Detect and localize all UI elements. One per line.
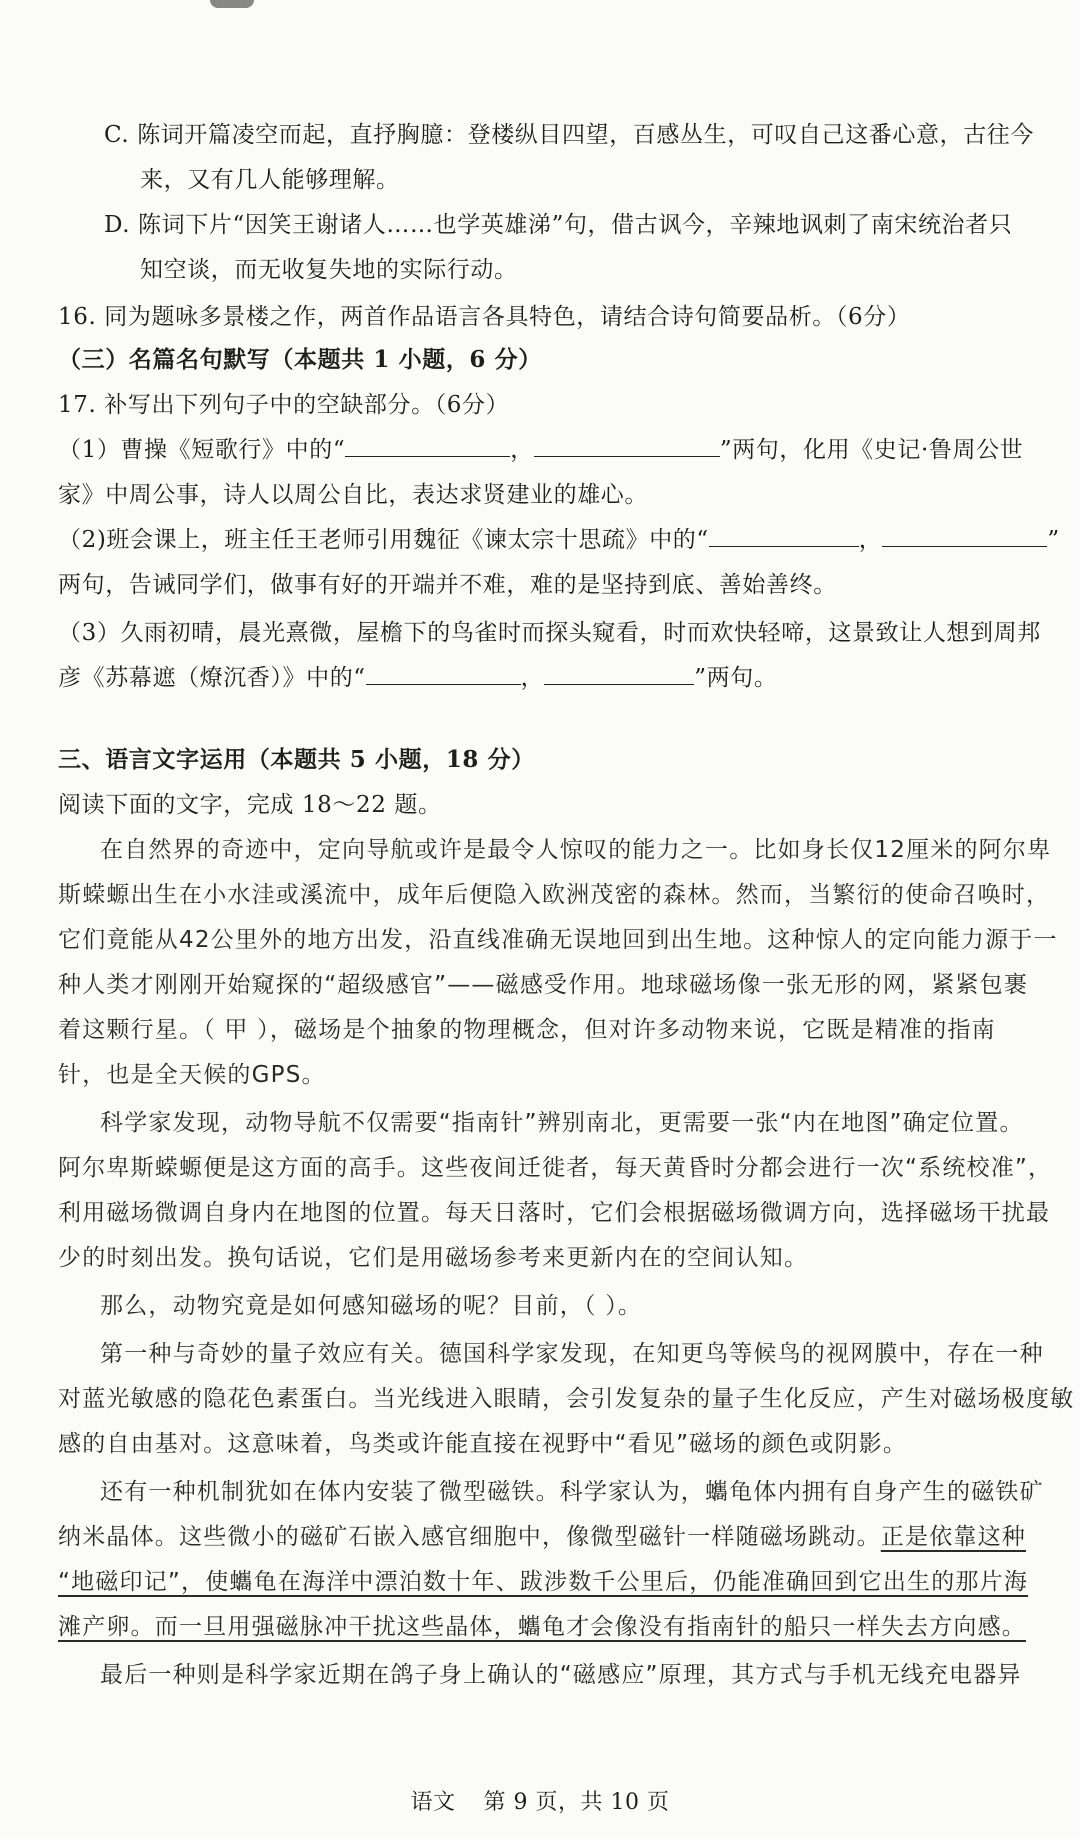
passage-line — [58, 1520, 1026, 1554]
section-3-heading: 三、语言文字运用（本题共 5 小题，18 分） — [58, 746, 535, 773]
option-d-cont: 知空谈，而无收复失地的实际行动。 — [140, 257, 518, 283]
q17-item-3-cont — [58, 661, 777, 695]
passage-line: 那么，动物究竟是如何感知磁场的呢？目前，（ ）。 — [100, 1293, 643, 1319]
reading-instruction: 阅读下面的文字，完成 18～22 题。 — [58, 792, 442, 818]
question-17: 17. 补写出下列句子中的空缺部分。（6分） — [58, 392, 510, 418]
passage-line: 斯蝾螈出生在小水洼或溪流中，成年后便隐入欧洲茂密的森林。然而，当繁衍的使命召唤时， — [58, 882, 1051, 908]
footer-subject: 语文 — [410, 1790, 456, 1815]
question-16: 16. 同为题咏多景楼之作，两首作品语言各具特色，请结合诗句简要品析。（6分） — [58, 304, 911, 330]
underlined-sentence: 滩产卵。而一旦用强磁脉冲干扰这些晶体，蠵龟才会像没有指南针的船只一样失去方向感。 — [58, 1614, 1026, 1640]
blank-2a[interactable] — [709, 524, 859, 547]
passage-line: 最后一种则是科学家近期在鸽子身上确认的“磁感应”原理，其方式与手机无线充电器异 — [100, 1662, 1022, 1688]
q17-item-1 — [58, 433, 1023, 467]
passage-line: 在自然界的奇迹中，定向导航或许是最令人惊叹的能力之一。比如身长仅12厘米的阿尔卑 — [100, 837, 1052, 863]
blank-1a[interactable] — [345, 434, 510, 457]
passage-line: 对蓝光敏感的隐花色素蛋白。当光线进入眼睛，会引发复杂的量子生化反应，产生对磁场极度敏 — [58, 1386, 1075, 1412]
passage-line: 还有一种机制犹如在体内安装了微型磁铁。科学家认为，蠵龟体内拥有自身产生的磁铁矿 — [100, 1479, 1044, 1505]
passage-line: 着这颗行星。（ 甲 ），磁场是个抽象的物理概念，但对许多动物来说，它既是精准的指南 — [58, 1017, 996, 1043]
passage-line: 感的自由基对。这意味着，鸟类或许能直接在视野中“看见”磁场的颜色或阴影。 — [58, 1431, 908, 1457]
q17-1-text-b: ”两句，化用《史记·鲁周公世 — [719, 437, 1024, 463]
q17-3-comma: ， — [520, 665, 545, 691]
underlined-sentence: 正是依靠这种 — [880, 1524, 1027, 1550]
passage-line: 阿尔卑斯蝾螈便是这方面的高手。这些夜间迁徙者，每天黄昏时分都会进行一次“系统校准”， — [58, 1155, 1053, 1181]
blank-3b[interactable] — [544, 662, 694, 685]
passage-line: 少的时刻出发。换句话说，它们是用磁场参考来更新内在的空间认知。 — [58, 1245, 809, 1271]
option-d: D. 陈词下片“因笑王谢诸人……也学英雄涕”句，借古讽今，辛辣地讽刺了南宋统治者只 — [104, 212, 1013, 238]
blank-3a[interactable] — [366, 662, 521, 685]
blank-2b[interactable] — [882, 524, 1047, 547]
q17-item-2-cont: 两句，告诫同学们，做事有好的开端并不难，难的是坚持到底、善始善终。 — [58, 572, 837, 598]
passage-line: 它们竟能从42公里外的地方出发，沿直线准确无误地回到出生地。这种惊人的定向能力源于一 — [58, 927, 1058, 953]
underlined-sentence: “地磁印记”，使蠵龟在海洋中漂泊数十年、跋涉数千公里后，仍能准确回到它出生的那片海 — [58, 1569, 1029, 1595]
passage-line: 针，也是全天候的GPS。 — [58, 1062, 326, 1088]
q17-3-text-c: ”两句。 — [694, 665, 778, 691]
passage-line: 科学家发现，动物导航不仅需要“指南针”辨别南北，更需要一张“内在地图”确定位置。 — [100, 1110, 1024, 1136]
q17-item-3: （3）久雨初晴，晨光熹微，屋檐下的鸟雀时而探头窥看，时而欢快轻啼，这景致让人想到周邦 — [58, 620, 1041, 646]
option-c: C. 陈词开篇凌空而起，直抒胸臆：登楼纵目四望，百感丛生，可叹自己这番心意，古往今 — [104, 122, 1035, 148]
q17-2-comma: ， — [858, 527, 883, 553]
option-c-cont: 来，又有几人能够理解。 — [140, 167, 400, 193]
ink-smudge — [210, 0, 254, 8]
page-footer — [0, 1785, 1080, 1816]
q17-2-text-b: ” — [1047, 527, 1060, 553]
passage-line: 种人类才刚刚开始窥探的“超级感官”——磁感受作用。地球磁场像一张无形的网，紧紧包裹 — [58, 972, 1029, 998]
q17-item-2 — [58, 523, 1060, 557]
passage-segment: 纳米晶体。这些微小的磁矿石嵌入感官细胞中，像微型磁针一样随磁场跳动。 — [58, 1524, 881, 1550]
q17-1-comma: ， — [510, 437, 534, 463]
passage-line: 第一种与奇妙的量子效应有关。德国科学家发现，在知更鸟等候鸟的视网膜中，存在一种 — [100, 1341, 1044, 1367]
footer-page-number: 第 9 页，共 10 页 — [483, 1790, 670, 1815]
blank-1b[interactable] — [534, 434, 720, 457]
q17-3-text-b: 彦《苏幕遮（燎沉香）》中的“ — [58, 665, 366, 691]
q17-2-text-a: （2)班会课上，班主任王老师引用魏征《谏太宗十思疏》中的“ — [58, 527, 709, 553]
q17-item-1-cont: 家》中周公事，诗人以周公自比，表达求贤建业的雄心。 — [58, 482, 648, 508]
section-famous-lines: （三）名篇名句默写（本题共 1 小题，6 分） — [58, 346, 542, 373]
q17-1-text-a: （1）曹操《短歌行》中的“ — [58, 437, 346, 463]
passage-line: 利用磁场微调自身内在地图的位置。每天日落时，它们会根据磁场微调方向，选择磁场干扰最 — [58, 1200, 1051, 1226]
